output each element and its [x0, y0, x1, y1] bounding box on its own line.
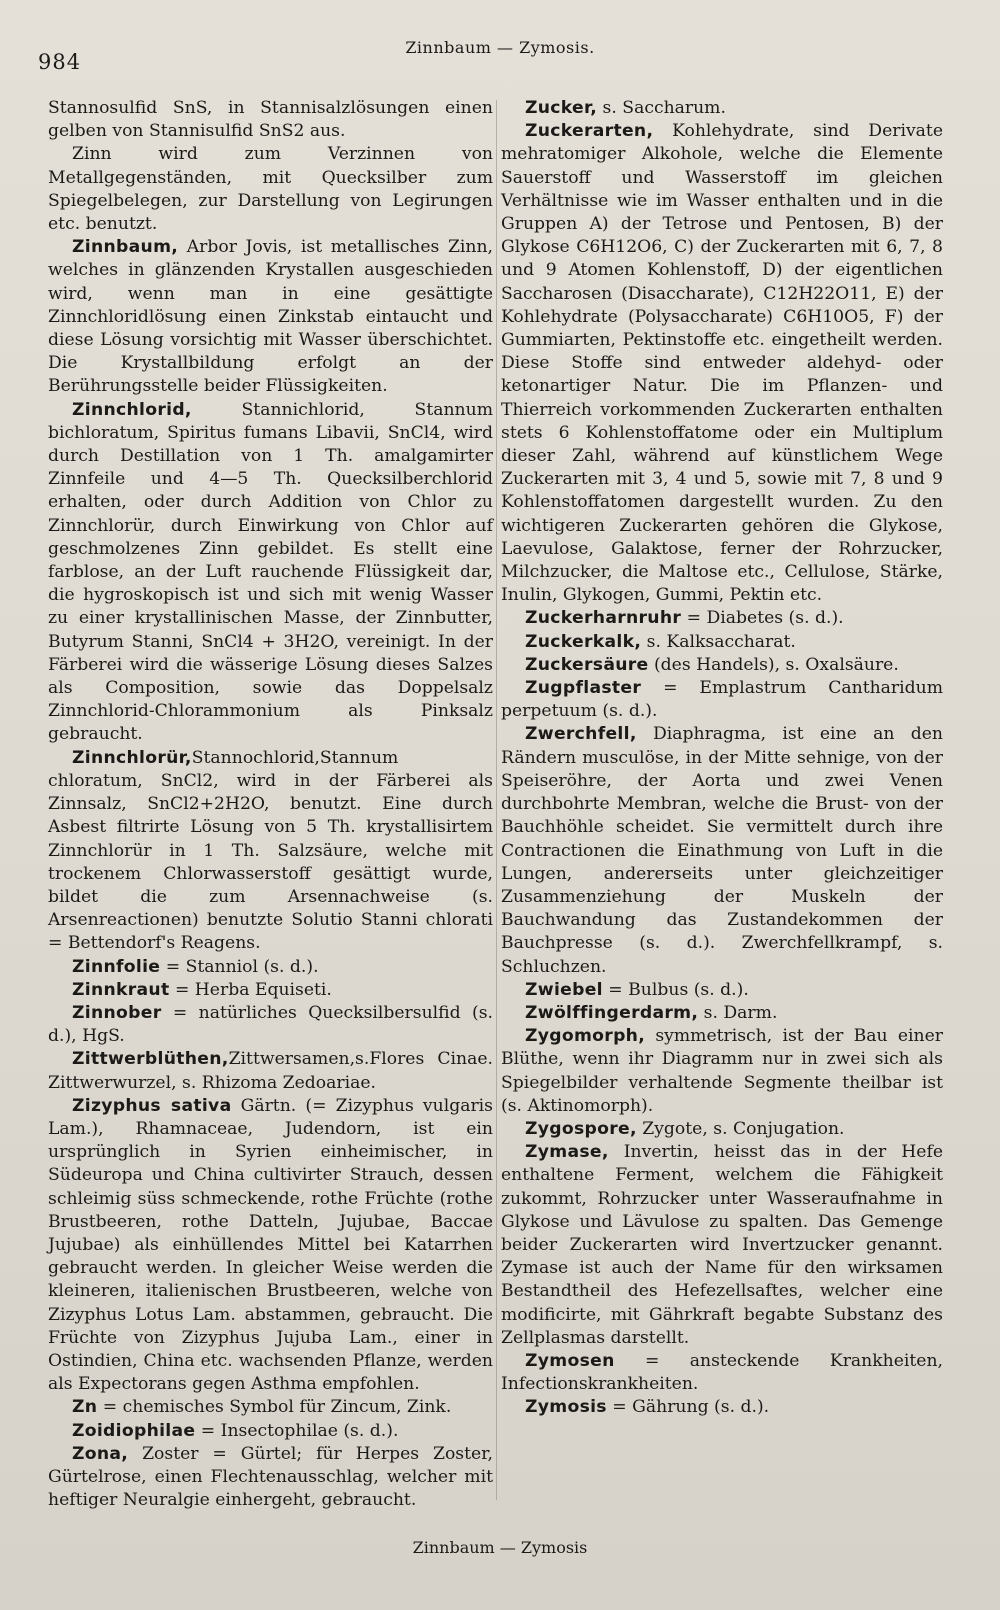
- entry-text: Zoster = Gürtel; für Herpes Zoster, Gürtelrose, einen Flechtenausschlag, welcher mit heftiger Neuralgie einhergeht, gebraucht.: [48, 1443, 493, 1511]
- entry-text: (des Handels), s. Oxalsäure.: [648, 654, 899, 675]
- entry-headword: Zoidiophilae: [72, 1420, 196, 1441]
- dictionary-entry: [501, 1118, 943, 1141]
- entry-text: = Emplastrum Cantharidum perpetuum (s. d.).: [501, 678, 943, 722]
- entry-text: Diaphragma, ist eine an den Rändern musculöse, in der Mitte sehnige, von der Speiseröhre, der Aorta und zwei Venen durchbohrte Membran, welche die Brust- von der Bauchhöhle scheidet. Sie vermittelt durch ihre Contractionen die Einathmung von Luft in die Lungen, andererseits unter gleichzeitiger Zusammenziehung der Muskeln der Bauchwandung das Zustandekommen der Bauchpresse (s. d.). Zwerchfellkrampf, s. Schluchzen.: [501, 724, 943, 977]
- entry-text: = Bulbus (s. d.).: [602, 979, 749, 1000]
- entry-text: = natürliches Quecksilbersulfid (s. d.), HgS.: [48, 1002, 493, 1047]
- page-number: 984: [38, 50, 82, 74]
- running-head: Zinnbaum — Zymosis.: [405, 38, 595, 57]
- dictionary-entry: [501, 1396, 943, 1419]
- dictionary-entry: [48, 956, 493, 979]
- entry-text: Zinn wird zum Verzinnen von Metallgegenständen, mit Quecksilber zum Spiegelbelegen, zur Darstellung von Legirungen etc. benutzt.: [48, 144, 493, 235]
- dictionary-entry: [501, 120, 943, 607]
- entry-headword: Zinnchlorid,: [72, 399, 192, 420]
- entry-headword: Zinnbaum,: [72, 237, 179, 258]
- entry-headword: Zygospore,: [525, 1118, 637, 1139]
- entry-headword: Zwerchfell,: [525, 724, 637, 745]
- entry-text: Kohlehydrate, sind Derivate mehratomiger Alkohole, welche die Elemente Sauerstoff und Wasserstoff im gleichen Verhältnisse wie im Wasser enthalten und in die Gruppen A) der Tetrose und Pentosen, B) der Glykose C6H12O6, C) der Zuckerarten mit 6, 7, 8 und 9 Atomen Kohlenstoff, D) der eigentlichen Saccharosen (Disaccharate), C12H22O11, E) der Kohlehydrate (Polysaccharate) C6H10O5, F) der Gummiarten, Pektinstoffe etc. eingetheilt werden. Diese Stoffe sind entweder aldehyd- oder ketonartiger Natur. Die im Pflanzen- und Thierreich vorkommenden Zuckerarten enthalten stets 6 Kohlenstoffatome oder ein Multiplum dieser Zahl, während auf künstlichem Wege Zuckerarten mit 3, 4 und 5, sowie mit 7, 8 und 9 Kohlenstoffatomen dargestellt wurden. Zu den wichtigeren Zuckerarten gehören die Glykose, Laevulose, Galaktose, ferner der Rohrzucker, Milchzucker, die Maltose etc., Cellulose, Stärke, Inulin, Glykogen, Gummi, Pektin etc.: [501, 121, 943, 606]
- dictionary-entry: [501, 723, 943, 978]
- dictionary-entry: [48, 747, 493, 956]
- entry-text: Stannosulfid SnS, in Stannisalzlösungen einen gelben von Stannisulfid SnS2 aus.: [48, 98, 493, 142]
- entry-headword: Zuckerkalk,: [525, 631, 642, 652]
- dictionary-entry: [48, 1095, 493, 1397]
- entry-text: = Herba Equiseti.: [169, 979, 332, 1000]
- dictionary-entry: [501, 1141, 943, 1350]
- entry-headword: Zugpflaster: [525, 678, 642, 699]
- column-divider: [496, 100, 497, 1500]
- dictionary-entry: [501, 1002, 943, 1025]
- dictionary-entry: [48, 979, 493, 1002]
- dictionary-entry: [501, 1350, 943, 1396]
- entry-headword: Zuckerarten,: [525, 121, 654, 142]
- entry-headword: Zwölffingerdarm,: [525, 1002, 699, 1023]
- entry-headword: Zizyphus sativa: [72, 1095, 232, 1116]
- entry-text: = Stanniol (s. d.).: [160, 956, 319, 977]
- dictionary-entry: [501, 654, 943, 677]
- entry-text: Stannochlorid,Stannum chloratum, SnCl2, wird in der Färberei als Zinnsalz, SnCl2+2H2O, benutzt. Eine durch Asbest filtrirte Lösung von 5 Th. krystallisirtem Zinnchlorür in 1 Th. Salzsäure, welche mit trockenem Chlorwasserstoff gesättigt wurde, bildet die zum Arsennachweise (s. Arsenreactionen) benutzte Solutio Stanni chlorati = Bettendorf's Reagens.: [48, 747, 493, 954]
- entry-headword: Zucker,: [525, 98, 598, 118]
- entry-headword: Zittwerblüthen,: [72, 1049, 229, 1070]
- entry-headword: Zn: [72, 1397, 98, 1418]
- entry-headword: Zinnchlorür,: [72, 747, 192, 768]
- dictionary-entry: [48, 399, 493, 747]
- entry-text: Arbor Jovis, ist metallisches Zinn, welches in glänzenden Krystallen ausgeschieden wird, wenn man in eine gesättigte Zinnchloridlösung einen Zinkstab eintaucht und diese Lösung vorsichtig mit Wasser überschichtet. Die Krystallbildung erfolgt an der Berührungsstelle beider Flüssigkeiten.: [48, 237, 493, 397]
- entry-headword: Zinnfolie: [72, 956, 161, 977]
- entry-headword: Zinnober: [72, 1002, 162, 1023]
- entry-headword: Zymosen: [525, 1350, 615, 1371]
- dictionary-entry: [48, 1443, 493, 1513]
- entry-text: = chemisches Symbol für Zincum, Zink.: [97, 1397, 452, 1418]
- entry-text: Zygote, s. Conjugation.: [636, 1118, 845, 1139]
- left-column: [48, 97, 493, 1512]
- dictionary-entry: [501, 1025, 943, 1118]
- entry-headword: Zuckersäure: [525, 654, 649, 675]
- entry-text: s. Darm.: [698, 1002, 778, 1023]
- page-footer: Zinnbaum — Zymosis: [412, 1538, 588, 1557]
- dictionary-entry: [48, 97, 493, 143]
- entry-headword: Zymase,: [525, 1142, 609, 1163]
- dictionary-entry: [501, 607, 943, 630]
- entry-text: Zittwersamen,s.Flores Cinae. Zittwerwurzel, s. Rhizoma Zedoariae.: [48, 1049, 493, 1093]
- dictionary-entry: [501, 97, 943, 120]
- dictionary-entry: [501, 631, 943, 654]
- entry-headword: Zona,: [72, 1443, 129, 1464]
- entry-text: Gärtn. (= Zizyphus vulgaris Lam.), Rhamnaceae, Judendorn, ist ein ursprünglich in Syrien einheimischer, in Südeuropa und China cultivirter Strauch, dessen schleimig süss schmeckende, rothe Früchte (rothe Brustbeeren, rothe Datteln, Jujubae, Baccae Jujubae) als einhüllendes Mittel bei Katarrhen gebraucht werden. In gleicher Weise werden die kleineren, italienischen Brustbeeren, welche von Zizyphus Lotus Lam. abstammen, gebraucht. Die Früchte von Zizyphus Jujuba Lam., einer in Ostindien, China etc. wachsenden Pflanze, werden als Expectorans gegen Asthma empfohlen.: [48, 1095, 493, 1395]
- dictionary-entry: [48, 1048, 493, 1094]
- entry-text: = Gährung (s. d.).: [606, 1397, 770, 1418]
- dictionary-entry: [501, 979, 943, 1002]
- dictionary-entry: [48, 1420, 493, 1443]
- dictionary-entry: [48, 1002, 493, 1048]
- entry-text: Invertin, heisst das in der Hefe enthaltene Ferment, welchem die Fähigkeit zukommt, Rohrzucker unter Wasseraufnahme in Glykose und Lävulose zu spalten. Das Gemenge beider Zuckerarten wird Invertzucker genannt. Zymase ist auch der Name für den wirksamen Bestandtheil des Hefezellsaftes, welcher eine modificirte, mit Gährkraft begabte Substanz des Zellplasmas darstellt.: [501, 1142, 943, 1348]
- entry-text: = Diabetes (s. d.).: [681, 608, 844, 629]
- entry-text: = ansteckende Krankheiten, Infectionskrankheiten.: [501, 1350, 943, 1395]
- entry-headword: Zinnkraut: [72, 979, 170, 1000]
- entry-headword: Zuckerharnruhr: [525, 608, 682, 629]
- entry-headword: Zygomorph,: [525, 1026, 646, 1047]
- entry-headword: Zymosis: [525, 1397, 607, 1418]
- entry-text: symmetrisch, ist der Bau einer Blüthe, wenn ihr Diagramm nur in zwei sich als Spiegelbilder verhaltende Segmente theilbar ist (s. Aktinomorph).: [501, 1026, 943, 1116]
- entry-headword: Zwiebel: [525, 979, 603, 1000]
- dictionary-entry: [48, 143, 493, 236]
- entry-text: s. Kalksaccharat.: [641, 631, 796, 652]
- dictionary-entry: [48, 236, 493, 398]
- right-column: [501, 97, 943, 1420]
- entry-text: = Insectophilae (s. d.).: [195, 1420, 399, 1441]
- entry-text: s. Saccharum.: [597, 98, 726, 118]
- dictionary-entry: [48, 1396, 493, 1419]
- dictionary-entry: [501, 677, 943, 723]
- entry-text: Stannichlorid, Stannum bichloratum, Spiritus fumans Libavii, SnCl4, wird durch Destillation von 1 Th. amalgamirter Zinnfeile und 4—5 Th. Quecksilberchlorid erhalten, oder durch Addition von Chlor zu Zinnchlorür, durch Einwirkung von Chlor auf geschmolzenes Zinn gebildet. Es stellt eine farblose, an der Luft rauchende Flüssigkeit dar, die hygroskopisch ist und sich mit wenig Wasser zu einer krystallinischen Masse, der Zinnbutter, Butyrum Stanni, SnCl4 + 3H2O, vereinigt. In der Färberei wird die wässerige Lösung dieses Salzes als Composition, sowie das Doppelsalz Zinnchlorid-Chlorammonium als Pinksalz gebraucht.: [48, 399, 493, 745]
